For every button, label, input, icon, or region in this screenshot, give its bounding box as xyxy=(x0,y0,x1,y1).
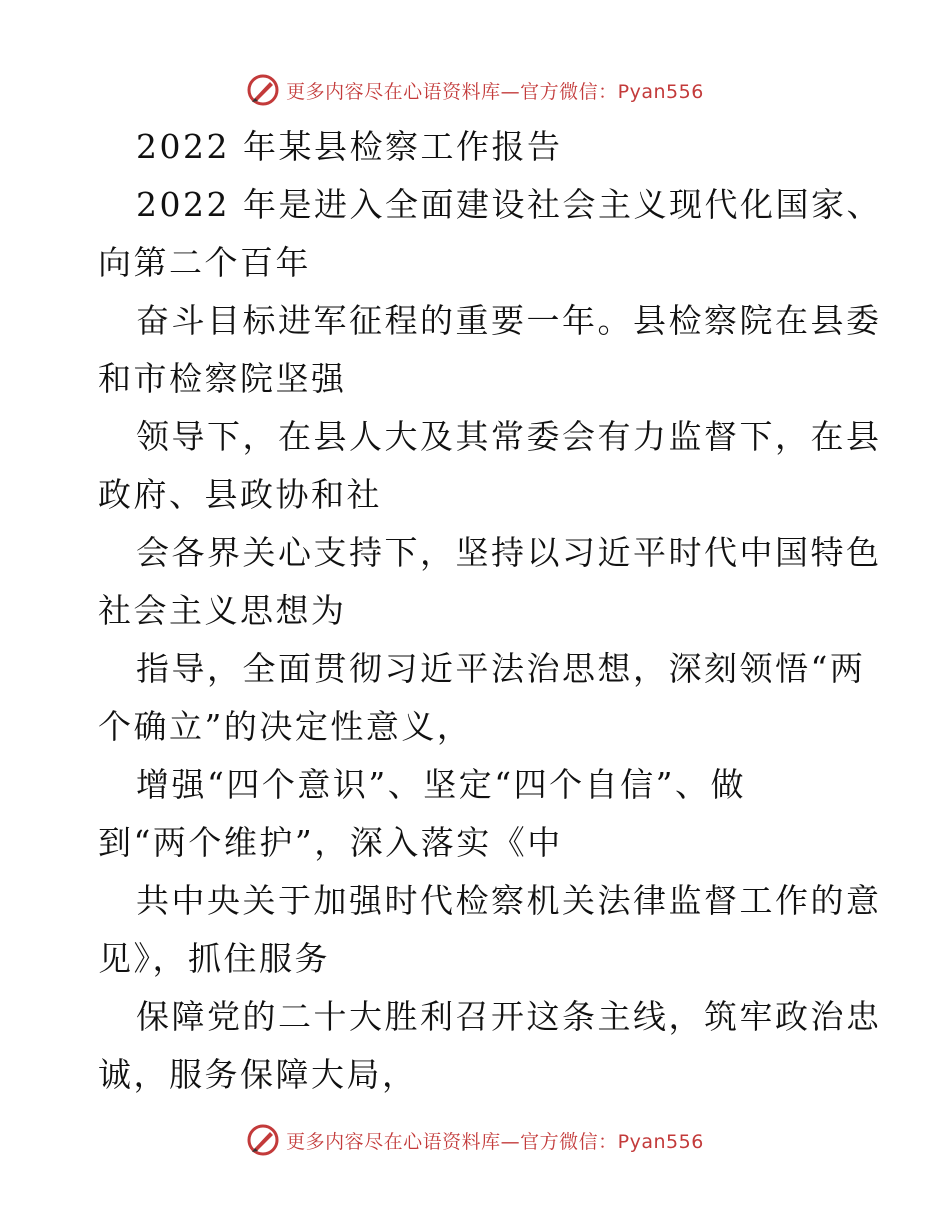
watermark-text: 更多内容尽在心语资料库—官方微信：Pyan556 xyxy=(286,1130,704,1153)
document-line: 会各界关心支持下，坚持以习近平时代中国特色 xyxy=(136,533,882,572)
document-line: 见》，抓住服务 xyxy=(98,939,330,978)
document-line: 向第二个百年 xyxy=(98,243,311,282)
document-line: 领导下，在县人大及其常委会有力监督下，在县 xyxy=(136,417,882,456)
document-line: 指导，全面贯彻习近平法治思想，深刻领悟“两 xyxy=(136,649,866,688)
document-line: 和市检察院坚强 xyxy=(98,359,347,398)
document-line: 诚，服务保障大局， xyxy=(98,1055,418,1094)
document-line: 个确立”的决定性意义， xyxy=(98,707,473,746)
document-line: 奋斗目标进军征程的重要一年。县检察院在县委 xyxy=(136,301,882,340)
document-line: 2022 年某县检察工作报告 xyxy=(136,127,563,166)
document-body xyxy=(98,118,882,1104)
watermark-header xyxy=(0,70,950,110)
document-line: 社会主义思想为 xyxy=(98,591,347,630)
document-line: 到“两个维护”，深入落实《中 xyxy=(98,823,563,862)
document-line: 政府、县政协和社 xyxy=(98,475,382,514)
document-line: 共中央关于加强时代检察机关法律监督工作的意 xyxy=(136,881,882,920)
watermark-footer xyxy=(0,1120,950,1160)
quill-pen-logo-icon xyxy=(246,73,280,107)
watermark-text: 更多内容尽在心语资料库—官方微信：Pyan556 xyxy=(286,80,704,103)
quill-pen-logo-icon xyxy=(246,1123,280,1157)
document-line: 2022 年是进入全面建设社会主义现代化国家、 xyxy=(136,185,882,224)
document-line: 增强“四个意识”、坚定“四个自信”、做 xyxy=(136,765,746,804)
document-line: 保障党的二十大胜利召开这条主线，筑牢政治忠 xyxy=(136,997,882,1036)
